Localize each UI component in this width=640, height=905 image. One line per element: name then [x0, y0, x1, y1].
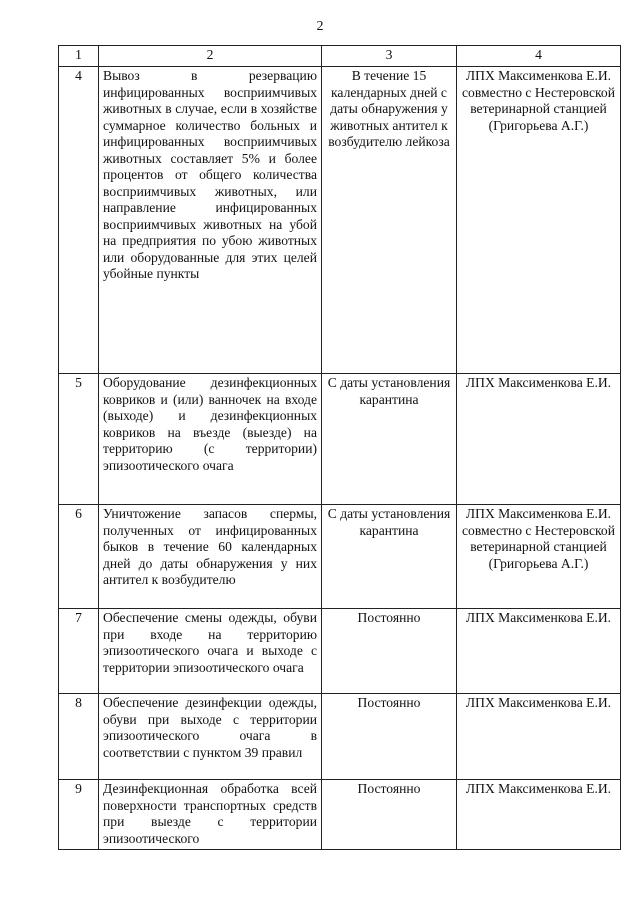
measure-term: В течение 15 календарных дней с даты обнаружения у животных антител к возбудителю лейкоза	[322, 67, 457, 374]
measure-responsible: ЛПХ Максименкова Е.И. совместно с Нестеровской ветеринарной станцией (Григорьева А.Г.)	[457, 505, 621, 609]
measure-responsible: ЛПХ Максименкова Е.И.	[457, 374, 621, 505]
column-number-3: 3	[322, 46, 457, 67]
row-number: 8	[59, 694, 99, 780]
measure-responsible: ЛПХ Максименкова Е.И.	[457, 780, 621, 850]
row-number: 9	[59, 780, 99, 850]
measure-term: С даты установления карантина	[322, 374, 457, 505]
table-row	[59, 505, 621, 609]
table-row	[59, 374, 621, 505]
column-number-4: 4	[457, 46, 621, 67]
measure-description: Обеспечение дезинфекции одежды, обуви при выходе с территории эпизоотического очага в соответствии с пунктом 39 правил	[99, 694, 322, 780]
measure-term: С даты установления карантина	[322, 505, 457, 609]
measure-description: Дезинфекционная обработка всей поверхности транспортных средств при выезде с территории эпизоотического	[99, 780, 322, 850]
measure-term: Постоянно	[322, 609, 457, 694]
table-header-row	[59, 46, 621, 67]
table-row	[59, 67, 621, 374]
measure-term: Постоянно	[322, 694, 457, 780]
measure-responsible: ЛПХ Максименкова Е.И. совместно с Нестеровской ветеринарной станцией (Григорьева А.Г.)	[457, 67, 621, 374]
row-number: 7	[59, 609, 99, 694]
measure-responsible: ЛПХ Максименкова Е.И.	[457, 609, 621, 694]
table-row	[59, 694, 621, 780]
row-number: 6	[59, 505, 99, 609]
measure-description: Вывоз в резервацию инфицированных восприимчивых животных в случае, если в хозяйстве суммарное количество больных и инфицированных восприимчивых животных составляет 5% и более процентов от общего количества восприимчивых животных, или направление инфицированных восприимчивых животных на убой на предприятия по убою животных или оборудованные для этих целей убойные пункты	[99, 67, 322, 374]
row-number: 5	[59, 374, 99, 505]
measure-term: Постоянно	[322, 780, 457, 850]
table-row	[59, 609, 621, 694]
table-row	[59, 780, 621, 850]
row-number: 4	[59, 67, 99, 374]
measure-description: Уничтожение запасов спермы, полученных от инфицированных быков в течение 60 календарных дней до даты обнаружения у них антител к возбудителю	[99, 505, 322, 609]
measure-description: Оборудование дезинфекционных ковриков и (или) ванночек на входе (выходе) и дезинфекционных ковриков на въезде (выезде) на территорию (с территории) эпизоотического очага	[99, 374, 322, 505]
page-number: 2	[316, 19, 324, 34]
measure-description: Обеспечение смены одежды, обуви при входе на территорию эпизоотического очага и выходе с территории эпизоотического очага	[99, 609, 322, 694]
column-number-1: 1	[59, 46, 99, 67]
measures-table	[58, 45, 621, 850]
column-number-2: 2	[99, 46, 322, 67]
measure-responsible: ЛПХ Максименкова Е.И.	[457, 694, 621, 780]
